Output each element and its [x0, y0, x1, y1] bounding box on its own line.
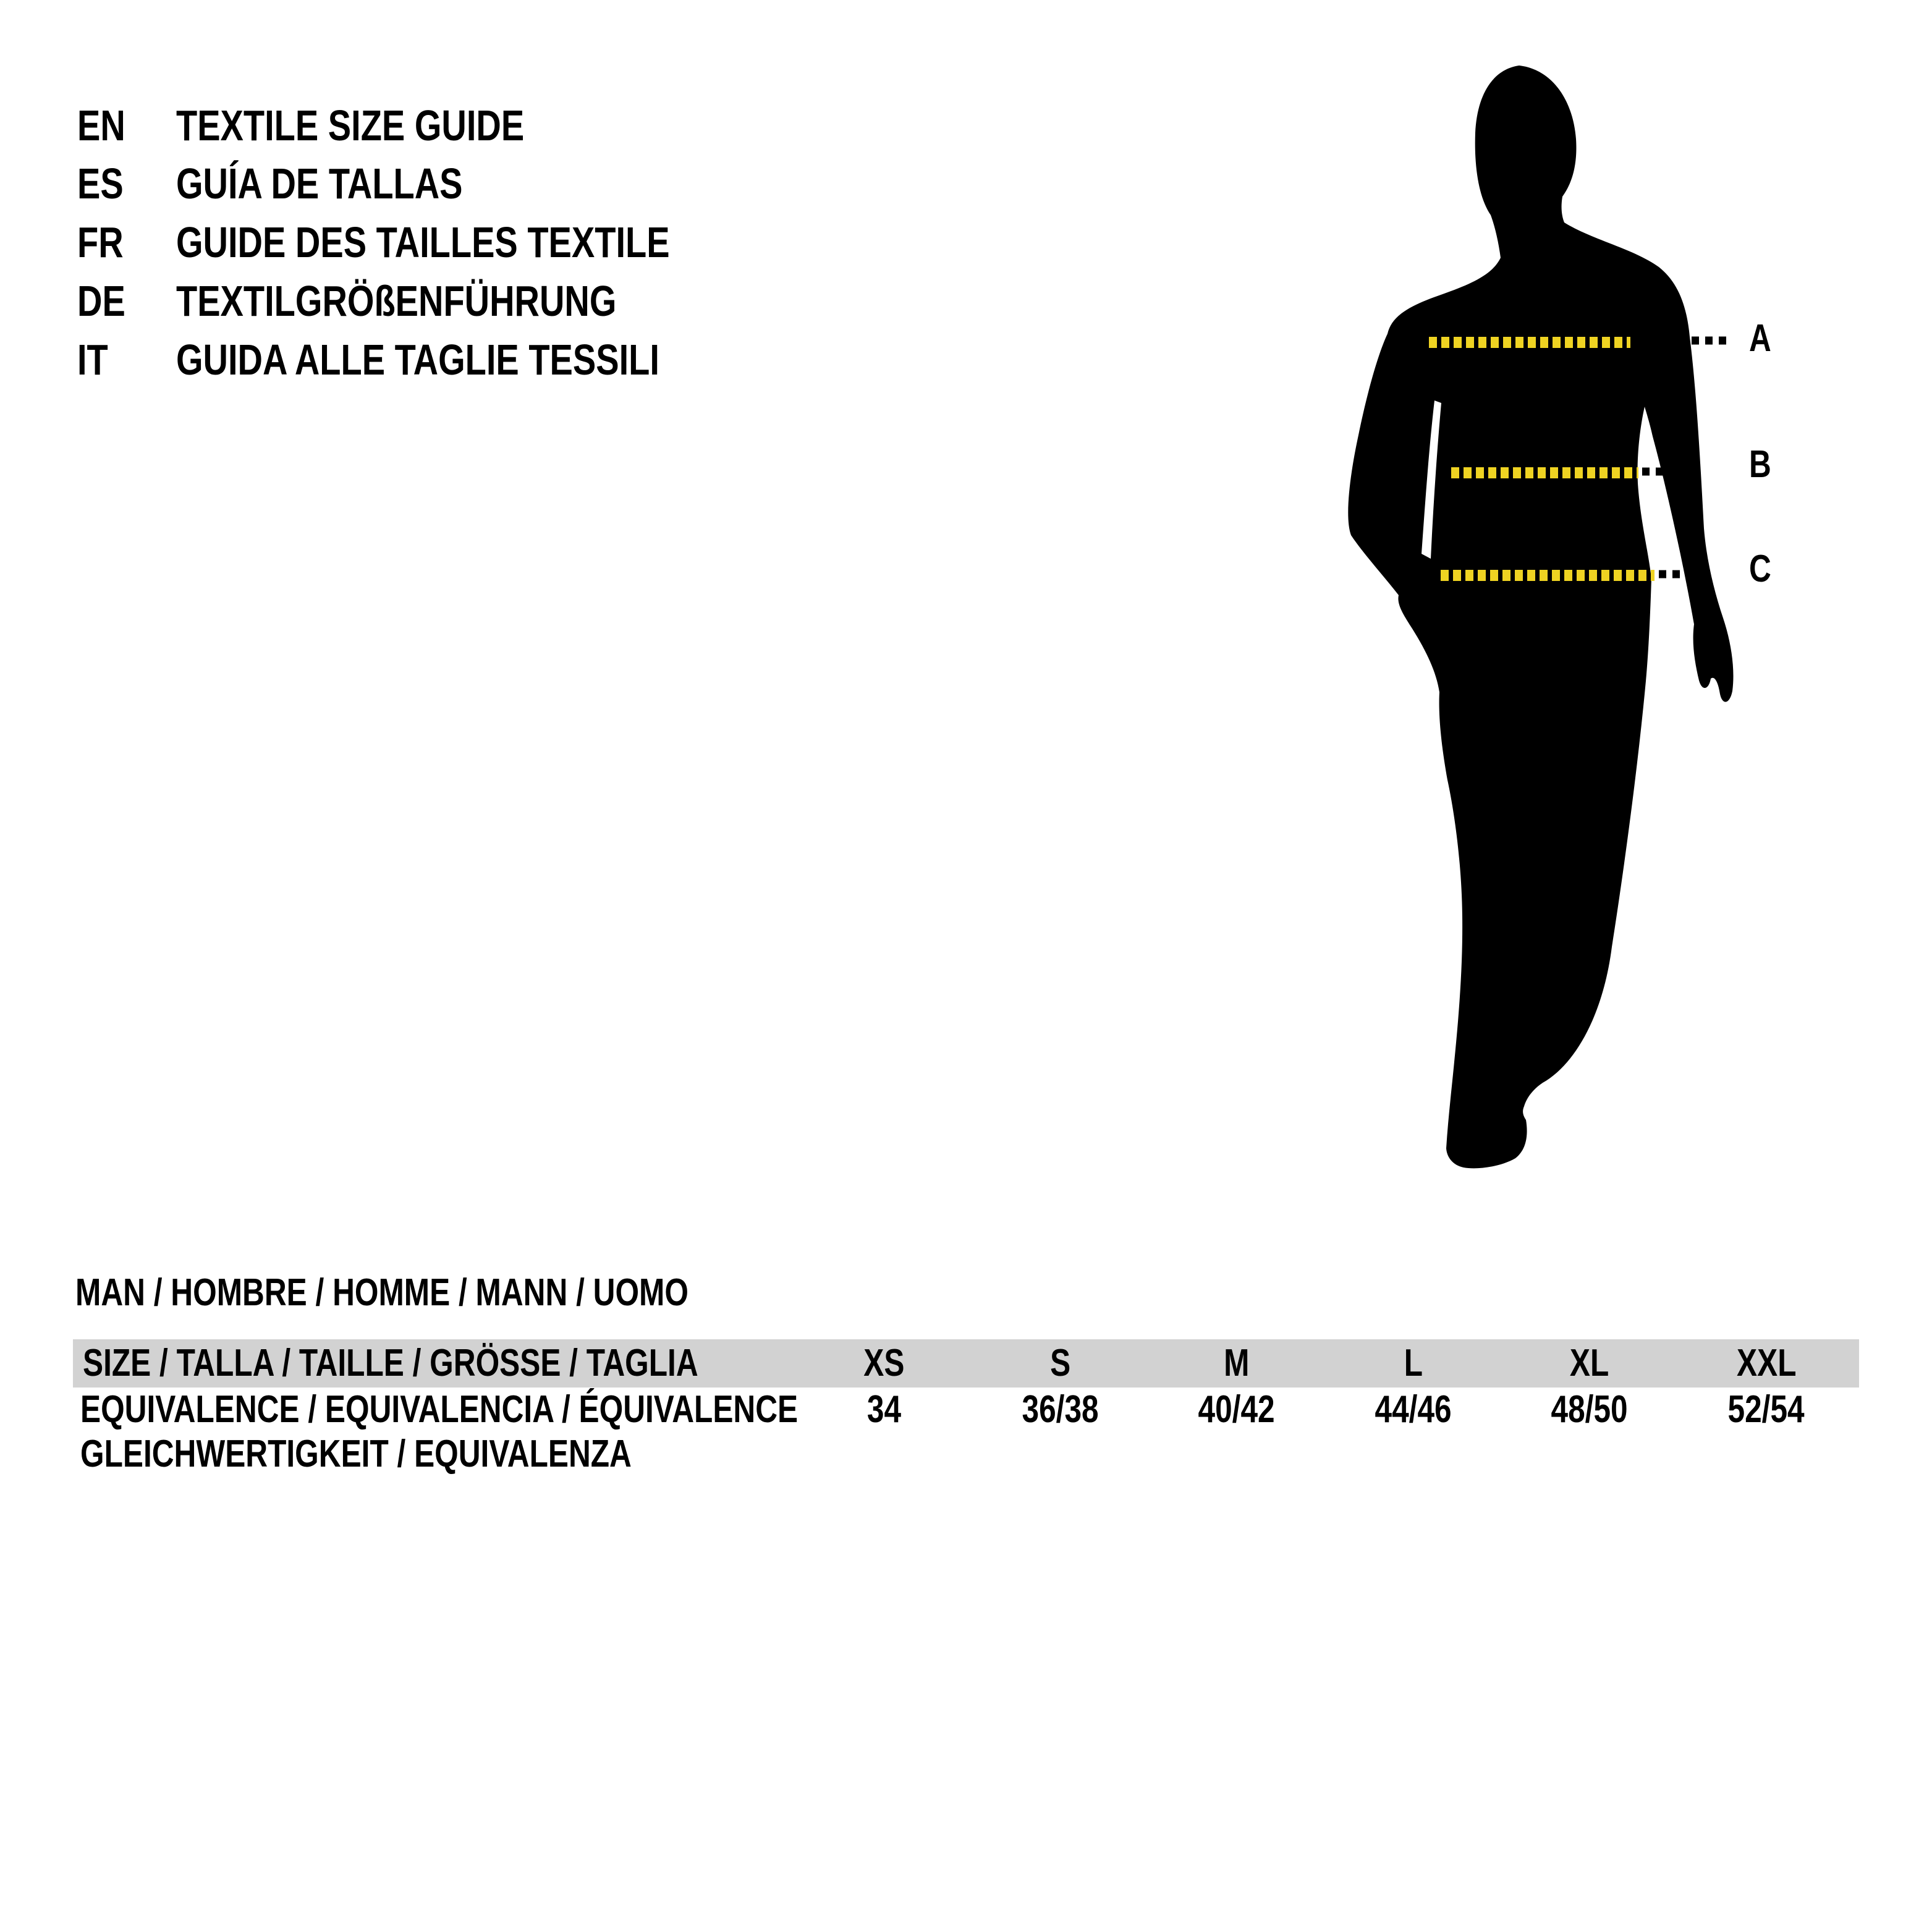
- measure-label-a: A: [1749, 317, 1771, 360]
- language-code: DE: [77, 277, 125, 325]
- language-code: EN: [77, 101, 125, 150]
- language-title: GUIDE DES TAILLES TEXTILE: [176, 218, 670, 266]
- measure-label-b: B: [1749, 443, 1771, 486]
- language-code: ES: [77, 159, 124, 208]
- measure-label-c: C: [1749, 548, 1771, 590]
- size-column-xxl: XXL: [1736, 1342, 1797, 1384]
- language-title: TEXTILE SIZE GUIDE: [176, 101, 525, 150]
- size-header-label: SIZE / TALLA / TAILLE / GRÖSSE / TAGLIA: [83, 1342, 698, 1384]
- size-column-m: M: [1224, 1342, 1250, 1384]
- equivalence-value-m: 40/42: [1198, 1388, 1276, 1431]
- equivalence-value-xxl: 52/54: [1727, 1388, 1805, 1431]
- size-table-header-row: [73, 1339, 1859, 1388]
- language-title: GUIDA ALLE TAGLIE TESSILI: [176, 336, 659, 384]
- man-silhouette: [1348, 66, 1733, 1168]
- language-title: TEXTILGRÖßENFÜHRUNG: [176, 277, 617, 325]
- equivalence-value-s: 36/38: [1022, 1388, 1099, 1431]
- equivalence-label: EQUIVALENCE / EQUIVALENCIA / ÉQUIVALENCE: [80, 1388, 799, 1431]
- language-code: FR: [77, 218, 124, 266]
- equivalence-label-line2: GLEICHWERTIGKEIT / EQUIVALENZA: [80, 1433, 632, 1475]
- language-code: IT: [77, 336, 108, 384]
- man-silhouette-figure: [1267, 37, 1823, 1211]
- equivalence-row: [0, 1390, 1932, 1430]
- gender-heading: MAN / HOMBRE / HOMME / MANN / UOMO: [75, 1271, 688, 1314]
- equivalence-value-xs: 34: [866, 1388, 901, 1431]
- size-column-s: S: [1050, 1342, 1071, 1384]
- size-column-xs: XS: [863, 1342, 905, 1384]
- equivalence-value-xl: 48/50: [1551, 1388, 1629, 1431]
- equivalence-value-l: 44/46: [1375, 1388, 1452, 1431]
- language-title: GUÍA DE TALLAS: [176, 159, 463, 208]
- size-column-xl: XL: [1570, 1342, 1609, 1384]
- size-column-l: L: [1404, 1342, 1423, 1384]
